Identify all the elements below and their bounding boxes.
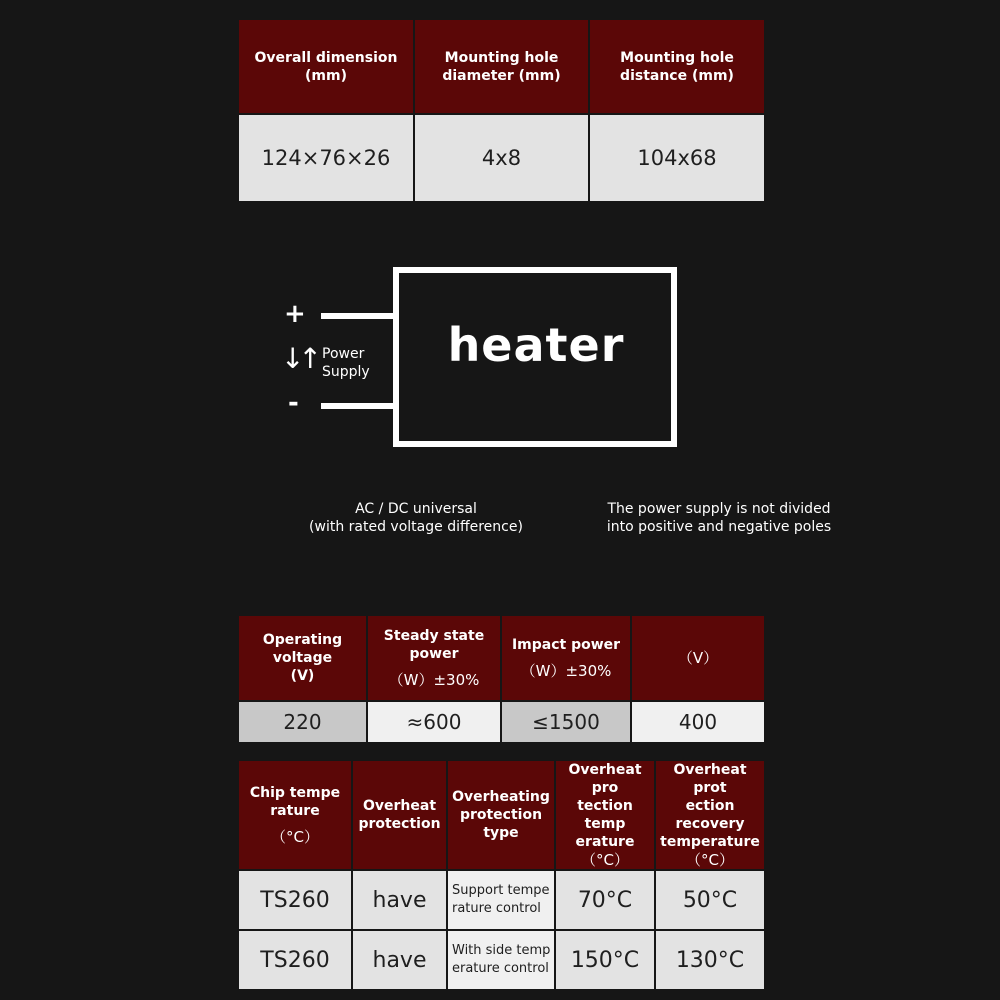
header-mounting-hole-distance: Mounting hole distance (mm) [589, 20, 764, 114]
power-table [239, 616, 764, 742]
arrows-icon: ↓↑ [281, 342, 316, 375]
cell-recovery-temperature: 130°C [655, 930, 764, 989]
value-steady-state-power: ≈600 [367, 701, 501, 742]
table-row [239, 870, 764, 930]
protection-table [239, 761, 764, 989]
minus-sign: - [288, 388, 299, 418]
header-overall-dimension: Overall dimension (mm) [239, 20, 414, 114]
table-row [239, 930, 764, 989]
table-header-row [239, 616, 764, 701]
header-impact-power: Impact power （W）±30% [501, 616, 631, 701]
header-overheating-protection-type: Overheating protection type [447, 761, 555, 870]
header-operating-voltage: Operating voltage (V) [239, 616, 367, 701]
header-overheat-recovery-temperature: Overheat prot ection recovery temperature （°C） [655, 761, 764, 870]
cell-overheat-protection: have [352, 870, 447, 930]
header-steady-state-power: Steady state power （W）±30% [367, 616, 501, 701]
value-overall-dimension: 124×76×26 [239, 114, 414, 201]
value-impact-power: ≤1500 [501, 701, 631, 742]
header-chip-temperature: Chip tempe rature （°C） [239, 761, 352, 870]
value-mounting-hole-diameter: 4x8 [414, 114, 589, 201]
note-ac-dc: AC / DC universal (with rated voltage difference) [309, 501, 523, 535]
value-operating-voltage: 220 [239, 701, 367, 742]
cell-overheat-protection: have [352, 930, 447, 989]
cell-chip: TS260 [239, 870, 352, 930]
note-polarity: The power supply is not divided into positive and negative poles [606, 501, 832, 535]
cell-protection-type: With side temp erature control [447, 930, 555, 989]
table-header-row [239, 761, 764, 870]
header-overheat-protection-temperature: Overheat pro tection temp erature （°C） [555, 761, 655, 870]
cell-protection-temperature: 150°C [555, 930, 655, 989]
power-supply-label: Power Supply [322, 346, 370, 380]
header-overheat-protection: Overheat protection [352, 761, 447, 870]
table-row [239, 701, 764, 742]
cell-protection-temperature: 70°C [555, 870, 655, 930]
cell-recovery-temperature: 50°C [655, 870, 764, 930]
heater-label: heater [447, 318, 625, 372]
cell-protection-type: Support tempe rature control [447, 870, 555, 930]
cell-chip: TS260 [239, 930, 352, 989]
plus-sign: + [284, 299, 306, 329]
value-mounting-hole-distance: 104x68 [589, 114, 764, 201]
header-voltage-unit: （V） [631, 616, 764, 701]
header-mounting-hole-diameter: Mounting hole diameter (mm) [414, 20, 589, 114]
value-voltage: 400 [631, 701, 764, 742]
